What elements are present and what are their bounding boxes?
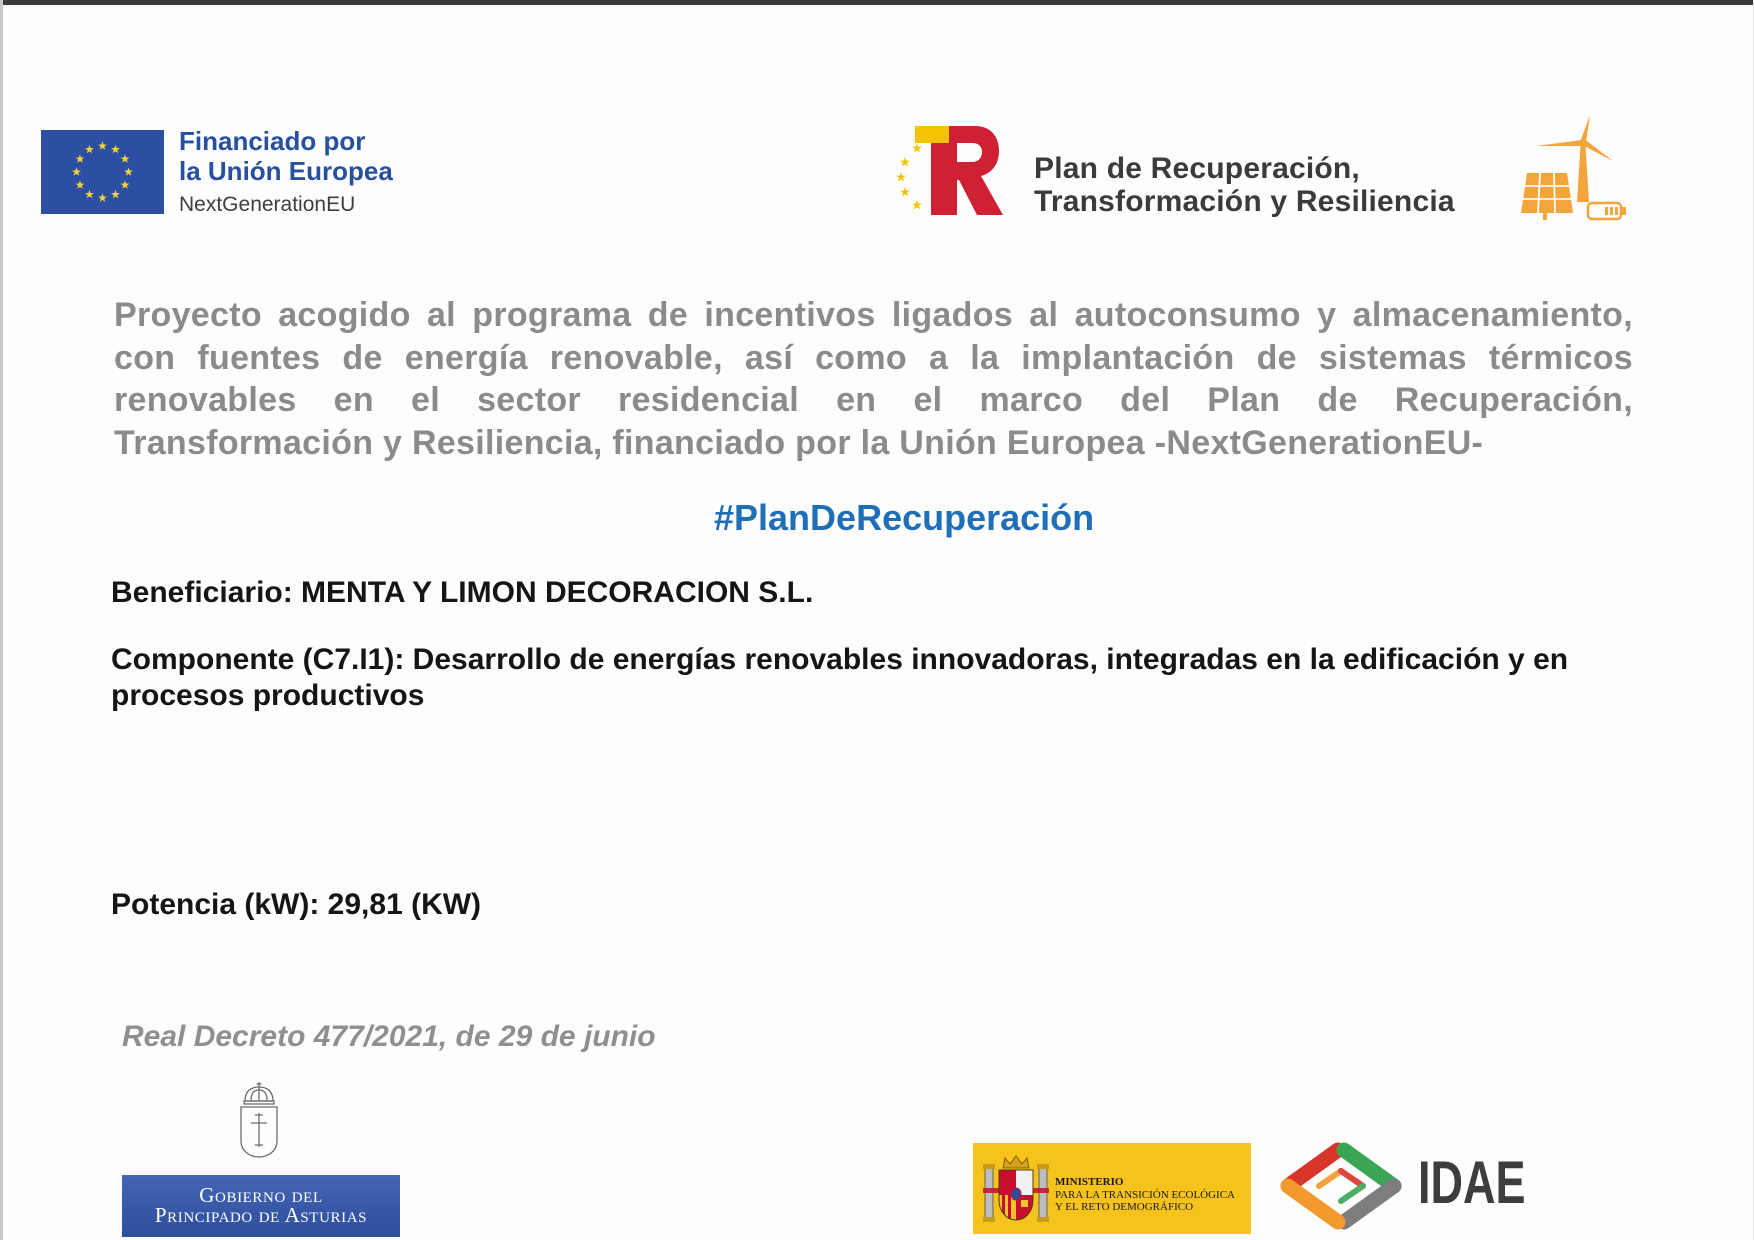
componente: Componente (C7.I1): Desarrollo de energías renovables innovadoras, integradas en la edificación y en procesos productivos (111, 643, 1569, 712)
ministerio-line1: MINISTERIO (1055, 1176, 1124, 1188)
asturias-line2: Principado de Asturias (154, 1203, 368, 1227)
scan-top-edge (0, 0, 1754, 5)
asturias-crest-icon (237, 1081, 281, 1159)
wind-turbine-solar-icon (1516, 115, 1628, 221)
prtr-star-icon (896, 172, 906, 181)
intro-line-4: Transformación y Resiliencia, financiado por la Unión Europea -NextGenerationEU- (114, 423, 1484, 462)
intro-line-1: Proyecto acogido al programa de incentivos ligados al autoconsumo y almacenamiento, (114, 296, 1633, 334)
ministerio-logo (973, 1143, 1251, 1234)
eu-funding-line2: la Unión Europea (179, 156, 393, 186)
scan-left-edge (0, 0, 3, 1240)
ministerio-line2: PARA LA TRANSICIÓN ECOLÓGICA (1055, 1188, 1235, 1201)
eu-funding-line1: Financiado por (179, 126, 366, 156)
idae-ring-logo-icon (1275, 1141, 1407, 1231)
potencia: Potencia (kW): 29,81 (KW) (111, 888, 482, 921)
beneficiario: Beneficiario: MENTA Y LIMON DECORACION S.L. (111, 576, 814, 609)
asturias-government-logo (122, 1175, 400, 1237)
real-decreto: Real Decreto 477/2021, de 29 de junio (122, 1020, 656, 1053)
eu-flag-icon (41, 130, 164, 214)
prtr-title (1034, 152, 1455, 218)
intro-paragraph (114, 294, 1633, 464)
ministerio-line3: Y EL RETO DEMOGRÁFICO (1055, 1201, 1194, 1213)
intro-line-2: con fuentes de energía renovable, así como a la implantación de sistemas térmicos (114, 338, 1633, 377)
hashtag: #PlanDeRecuperación (714, 497, 1095, 538)
spain-coat-of-arms-icon (983, 1154, 1049, 1224)
prtr-title-line1: Plan de Recuperación, (1034, 152, 1360, 185)
prtr-r-logo-icon (895, 126, 1003, 215)
prtr-star-icon (912, 200, 922, 209)
idae-wordmark: IDAE (1418, 1149, 1526, 1216)
ministerio-name (1055, 1176, 1235, 1214)
prtr-star-icon (900, 157, 910, 166)
prtr-star-icon (912, 143, 922, 152)
eu-nextgeneration-label: NextGenerationEU (179, 193, 356, 216)
prtr-title-line2: Transformación y Resiliencia (1034, 185, 1455, 218)
intro-line-3: renovables en el sector residencial en el marco del Plan de Recuperación, (114, 381, 1633, 419)
asturias-line1: Gobierno del (199, 1183, 323, 1207)
prtr-star-icon (900, 187, 910, 196)
